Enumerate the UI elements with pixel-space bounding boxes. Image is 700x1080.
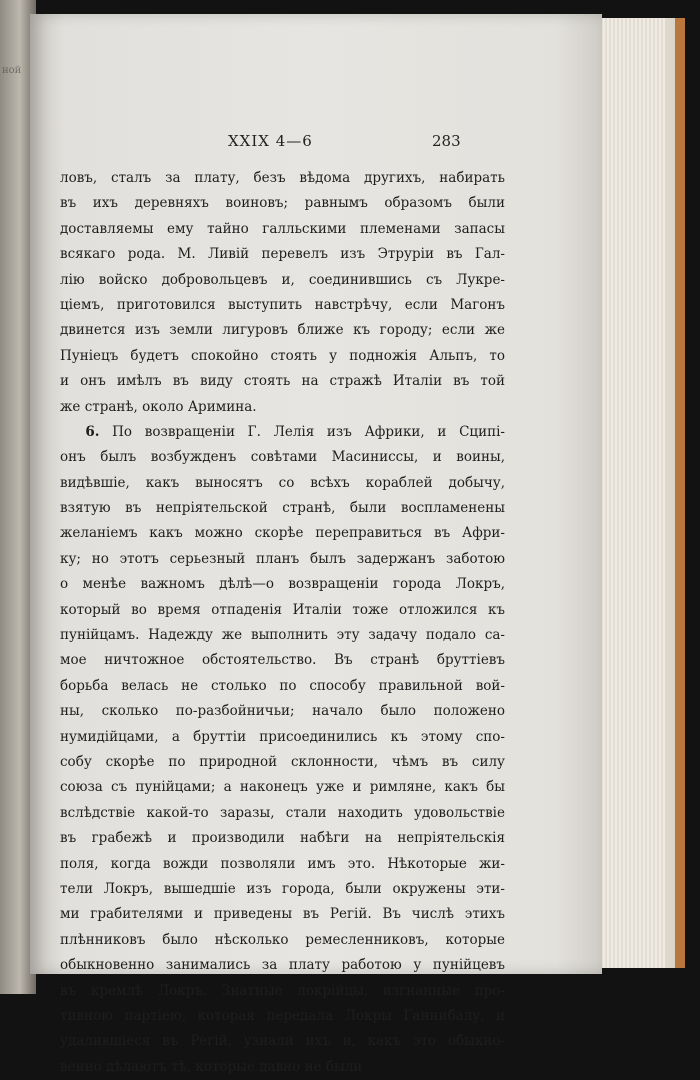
text-line: въ грабежѣ и производили набѣги на непріятельскія: [60, 830, 505, 847]
text-line: онъ былъ возбужденъ совѣтами Масиниссы, и воины,: [60, 449, 505, 466]
text-line: собу скорѣе по природной склонности, чѣмъ въ силу: [60, 753, 505, 770]
section-number: 6.: [85, 423, 100, 440]
text-line: всякаго рода. М. Ливій перевелъ изъ Этруріи въ Гал-: [60, 246, 505, 263]
text-line: же странѣ, около Аримина.: [60, 398, 257, 415]
page-block-edge: [595, 18, 685, 968]
text-line: взятую въ непріятельской странѣ, были воспламенены: [60, 500, 505, 517]
text-line: въ ихъ деревняхъ воиновъ; равнымъ образомъ были: [60, 195, 505, 212]
text-line: тивною партіею, которая передала Локры Ганнибалу, и: [60, 1007, 505, 1024]
page-number: 283: [432, 132, 461, 150]
text-line: ціемъ, приготовился выступить навстрѣчу, если Магонъ: [60, 296, 505, 313]
text-line: борьба велась не столько по способу правильной вой-: [60, 677, 505, 694]
text-line: доставляемы ему тайно галльскими племенами запасы: [60, 220, 505, 237]
left-page-line: ной: [2, 65, 22, 76]
text-line: который во время отпаденія Италіи тоже отложился къ: [60, 601, 505, 618]
text-line: лію войско добровольцевъ и, соединившись съ Лукре-: [60, 271, 505, 288]
text-line: удалившіеся въ Регій, узнали ихъ и, какъ это обыкно-: [60, 1033, 505, 1050]
running-head: XXIX 4—6: [228, 132, 313, 150]
text-line: видѣвшіе, какъ выносятъ со всѣхъ кораблей добычу,: [60, 474, 505, 491]
text-line: желаніемъ какъ можно скорѣе переправиться въ Афри-: [60, 525, 505, 542]
page-stack: [595, 18, 665, 968]
text-line: плѣнниковъ было нѣсколько ремесленниковъ, которые: [60, 931, 505, 948]
page-header: [30, 132, 602, 152]
text-line: двинется изъ земли лигуровъ ближе къ городу; если же: [60, 322, 505, 339]
text-line: ку; но этотъ серьезный планъ былъ задержанъ заботою: [60, 550, 505, 567]
text-line: пунійцамъ. Надежду же выполнить эту задачу подало са-: [60, 627, 505, 644]
text-line: о менѣе важномъ дѣлѣ—о возвращеніи города Локръ,: [60, 576, 505, 593]
text-line: мое ничтожное обстоятельство. Въ странѣ бруттіевъ: [60, 652, 505, 669]
text-line: вслѣдствіе какой-то заразы, стали находить удовольствіе: [60, 804, 505, 821]
book-page: [30, 14, 602, 1075]
text-line: поля, когда вожди позволяли имъ это. Нѣкоторые жи-: [60, 855, 505, 872]
text-line: обыкновенно занимались за плату работою у пунійцевъ: [60, 957, 505, 974]
text-line: тели Локръ, вышедшіе изъ города, были окружены эти-: [60, 880, 505, 897]
text-line: въ кремлѣ Локръ. Знатные локрійцы, изгнанные про-: [60, 982, 505, 999]
left-page-text: [2, 60, 28, 82]
text-line: нумидійцами, а бруттіи присоединились къ этому спо-: [60, 728, 505, 745]
text-line: союза съ пунійцами; а наконецъ уже и римляне, какъ бы: [60, 779, 505, 796]
text-line: и онъ имѣлъ въ виду стоять на стражѣ Италіи въ той: [60, 373, 505, 390]
body-text: [60, 166, 505, 1080]
text-line: Пуніецъ будетъ спокойно стоять у подножія Альпъ, то: [60, 347, 505, 364]
text-line: ловъ, сталъ за плату, безъ вѣдома другихъ, набирать: [60, 170, 505, 186]
section-6-first-line: [60, 420, 505, 445]
text-line: ны, сколько по-разбойничьи; начало было положено: [60, 703, 505, 720]
text-line: ми грабителями и приведены въ Регій. Въ числѣ этихъ: [60, 906, 505, 923]
text-line-content: По возвращеніи Г. Лелія изъ Африки, и Сципі-: [112, 423, 505, 440]
text-line: венно дѣлаютъ тѣ, которые давно не были: [60, 1058, 363, 1075]
